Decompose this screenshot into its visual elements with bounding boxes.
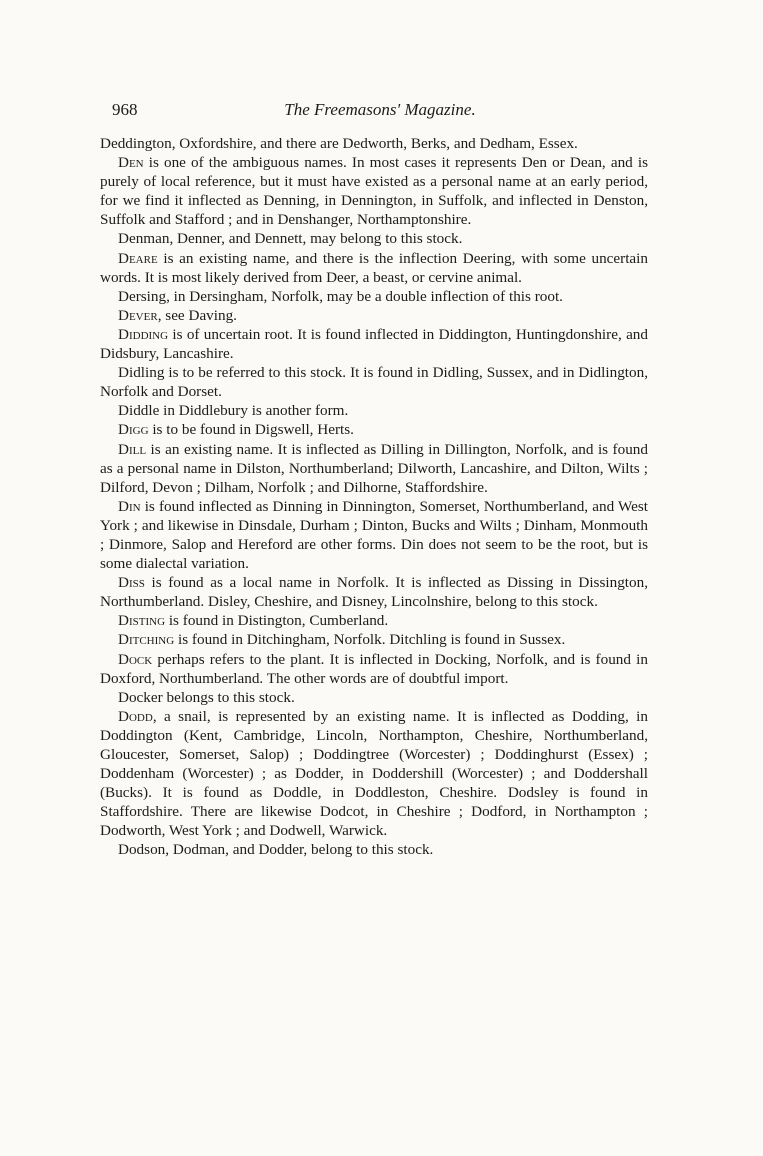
paragraph <box>100 707 648 841</box>
entry-head: Dever <box>118 306 158 324</box>
paragraph-text: is found in Distington, Cumberland. <box>165 612 389 630</box>
entry-head: Digg <box>118 421 149 439</box>
paragraph <box>100 440 648 497</box>
paragraph <box>100 401 648 420</box>
running-title: The Freemasons' Magazine. <box>284 100 476 119</box>
paragraph-text: is to be found in Digswell, Herts. <box>148 421 354 439</box>
paragraph <box>100 420 648 439</box>
paragraph <box>100 306 648 325</box>
paragraph-text: is an existing name, and there is the inflection Deering, with some uncertain words. It is most likely derived from Deer, a beast, or cervine animal. <box>100 249 648 286</box>
paragraph-text: Docker belongs to this stock. <box>118 688 295 706</box>
paragraph <box>100 229 648 248</box>
entry-head: Dodd <box>118 707 153 725</box>
entry-head: Diss <box>118 574 145 592</box>
paragraph-text: is found inflected as Dinning in Dinnington, Somerset, Northumberland, and West York ; and likewise in Dinsdale, Durham ; Dinton, Bucks and Wilts ; Dinham, Monmouth ; Dinmore, Salop and Hereford are other forms. Din does not seem to be the root, but is some dialectal variation. <box>100 497 648 573</box>
paragraph <box>100 325 648 363</box>
paragraph <box>100 573 648 611</box>
paragraph <box>100 153 648 229</box>
paragraph-text: is found in Ditchingham, Norfolk. Ditchling is found in Sussex. <box>174 631 566 649</box>
page-header <box>112 100 648 122</box>
entry-head: Didding <box>118 325 169 343</box>
paragraph <box>100 688 648 707</box>
paragraph-text: Diddle in Diddlebury is another form. <box>118 402 349 420</box>
paragraph-text: is of uncertain root. It is found inflected in Diddington, Huntingdonshire, and Didsbury, Lancashire. <box>100 325 648 363</box>
paragraph <box>100 650 648 688</box>
article-body <box>100 134 648 860</box>
entry-head: Din <box>118 497 141 515</box>
entry-head: Dock <box>118 650 153 668</box>
paragraph-text: Denman, Denner, and Dennett, may belong to this stock. <box>118 230 463 248</box>
entry-head: Ditching <box>118 631 175 649</box>
page-number: 968 <box>112 100 138 119</box>
paragraph-text: , a snail, is represented by an existing name. It is inflected as Dodding, in Doddington (Kent, Cambridge, Lincoln, Northampton, Cheshire, Northumberland, Gloucester, Somerset, Salop) ; Doddingtree (Worcester) ; Doddinghurst (Essex) ; Doddenham (Worcester) ; as Dodder, in Doddershill (Worcester) ; and Doddershall (Bucks). It is found as Doddle, in Doddleston, Cheshire. Dodsley is found in Staffordshire. There are likewise Dodcot, in Cheshire ; Dodford, in Northampton ; Dodworth, West York ; and Dodwell, Warwick. <box>100 707 648 840</box>
paragraph <box>100 611 648 630</box>
paragraph <box>100 840 648 859</box>
paragraph <box>100 497 648 573</box>
paragraph-text: Didling is to be referred to this stock. It is found in Didling, Sussex, and in Didlington, Norfolk and Dorset. <box>100 364 648 401</box>
paragraph <box>100 134 648 153</box>
paragraph <box>100 287 648 306</box>
paragraph <box>100 630 648 649</box>
entry-head: Deare <box>118 249 158 267</box>
paragraph-text: is one of the ambiguous names. In most cases it represents Den or Dean, and is purely of local reference, but it must have existed as a personal name at an early period, for we find it inflected as Denning, in Dennington, in Suffolk, and inflected in Denston, Suffolk and Stafford ; and in Denshanger, Northamptonshire. <box>100 154 648 229</box>
paragraph-text: , see Daving. <box>157 306 237 324</box>
paragraph <box>100 363 648 401</box>
paragraph-text: Deddington, Oxfordshire, and there are Dedworth, Berks, and Dedham, Essex. <box>100 135 578 152</box>
entry-head: Den <box>118 154 144 172</box>
paragraph-text: Dersing, in Dersingham, Norfolk, may be a double inflection of this root. <box>118 287 563 305</box>
entry-head: Disting <box>118 612 166 630</box>
paragraph-text: perhaps refers to the plant. It is inflected in Docking, Norfolk, and is found in Doxford, Northumberland. The other words are of doubtful import. <box>100 650 648 687</box>
entry-head: Dill <box>118 440 147 458</box>
paragraph-text: Dodson, Dodman, and Dodder, belong to this stock. <box>118 841 434 859</box>
paragraph-text: is found as a local name in Norfolk. It is inflected as Dissing in Dissington, Northumberland. Disley, Cheshire, and Disney, Lincolnshire, belong to this stock. <box>100 574 648 611</box>
paragraph <box>100 249 648 287</box>
paragraph-text: is an existing name. It is inflected as Dilling in Dillington, Norfolk, and is found as a personal name in Dilston, Northumberland; Dilworth, Lancashire, and Dilton, Wilts ; Dilford, Devon ; Dilham, Norfolk ; and Dilhorne, Staffordshire. <box>100 440 648 496</box>
